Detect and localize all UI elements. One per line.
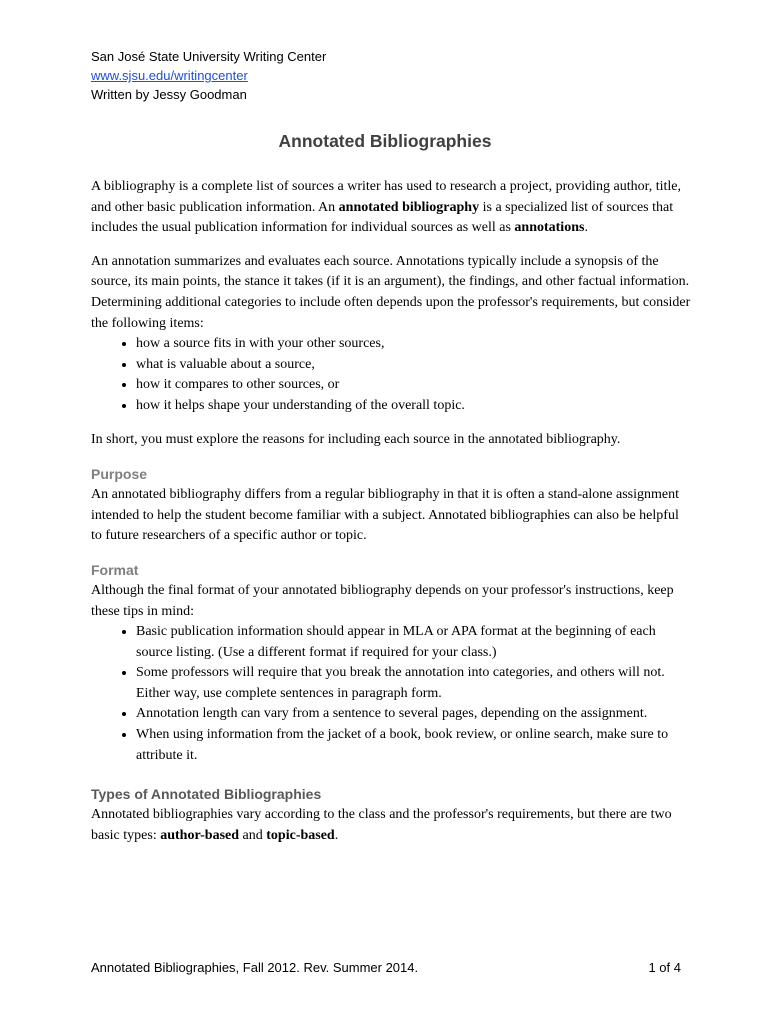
- format-paragraph: Although the final format of your annotated bibliography depends on your professor's instructions, keep these tips in mind:: [91, 582, 674, 619]
- list-item: • how it compares to other sources, or: [136, 375, 691, 396]
- writing-center-link[interactable]: www.sjsu.edu/writingcenter: [91, 68, 248, 83]
- types-text: .: [334, 827, 339, 843]
- list-item: • When using information from the jacket of a book, book review, or online search, make sure to attribute it.: [136, 725, 691, 766]
- purpose-heading: Purpose: [91, 466, 148, 483]
- document-header: [91, 47, 326, 104]
- list-item: • what is valuable about a source,: [136, 355, 691, 376]
- page-footer: [91, 960, 681, 975]
- document-title: Annotated Bibliographies: [278, 131, 492, 151]
- intro-text: is a specialized list of sources that includes the usual publication information for individual sources as well as: [91, 199, 674, 236]
- format-tips-list: [91, 622, 691, 766]
- footer-revision: Annotated Bibliographies, Fall 2012. Rev. Summer 2014.: [91, 960, 419, 975]
- term-annotated-bibliography: annotated bibliography: [338, 199, 480, 215]
- intro-paragraph-1: [91, 177, 691, 239]
- list-item: • how it helps shape your understanding of the overall topic.: [136, 396, 691, 417]
- term-topic-based: topic-based: [266, 827, 335, 843]
- document-body: [91, 177, 691, 859]
- intro-paragraph-2: An annotation summarizes and evaluates each source. Annotations typically include a synopsis of the source, its main points, the stance it takes (if it is an argument), the findings, and other factual information. Determining additional categories to include often depends upon the professor's requirements, but consider the following items:: [91, 253, 691, 331]
- types-text: and: [239, 827, 267, 843]
- intro-paragraph-3: In short, you must explore the reasons for including each source in the annotated bibliography.: [91, 431, 621, 447]
- intro-text: A bibliography is a complete list of sources a writer has used to research a project, providing author, title, and other basic publication information. An: [91, 179, 681, 215]
- types-text: Annotated bibliographies vary according to the class and the professor's requirements, but there are two basic types:: [91, 807, 672, 843]
- types-heading: Types of Annotated Bibliographies: [91, 786, 322, 803]
- list-item: • Annotation length can vary from a sentence to several pages, depending on the assignment.: [136, 704, 691, 725]
- list-item: • Basic publication information should appear in MLA or APA format at the beginning of each source listing. (Use a different format if required for your class.): [136, 622, 691, 663]
- purpose-paragraph: An annotated bibliography differs from a regular bibliography in that it is often a stand-alone assignment intended to help the student become familiar with a subject. Annotated bibliographies can also be helpful to future researchers of a specific author or topic.: [91, 487, 679, 544]
- format-heading: Format: [91, 561, 139, 578]
- intro-text: .: [584, 220, 588, 236]
- org-name: San José State University Writing Center: [91, 49, 327, 64]
- page-number: 1 of 4: [648, 960, 681, 975]
- term-author-based: author-based: [160, 827, 240, 843]
- term-annotations: annotations: [514, 220, 585, 236]
- types-paragraph: [91, 805, 691, 846]
- author-line: Written by Jessy Goodman: [91, 87, 247, 102]
- consider-list: [91, 334, 691, 416]
- list-item: • how a source fits in with your other sources,: [136, 334, 691, 355]
- list-item: • Some professors will require that you break the annotation into categories, and others will not. Either way, use complete sentences in paragraph form.: [136, 663, 691, 704]
